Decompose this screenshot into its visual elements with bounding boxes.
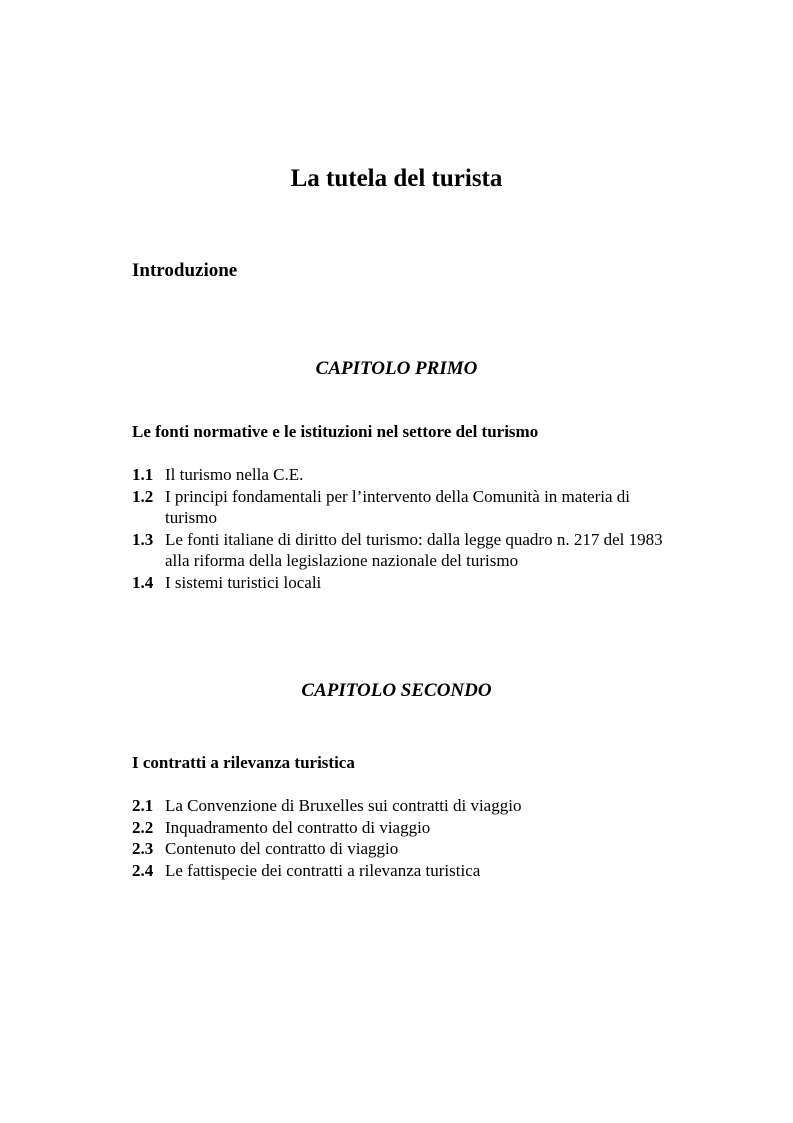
introduction-heading: Introduzione <box>132 260 238 281</box>
chapter-one-toc-list <box>132 464 672 594</box>
toc-item-number: 1.3 <box>132 529 154 549</box>
toc-item-number: 1.1 <box>132 465 154 484</box>
toc-item <box>132 572 672 594</box>
chapter-one-heading: CAPITOLO PRIMO <box>315 358 478 379</box>
toc-item <box>132 486 672 529</box>
toc-item-number: 1.2 <box>132 486 154 506</box>
toc-item <box>132 464 672 486</box>
toc-item-text: I principi fondamentali per l’intervento della Comunità in materia di turismo <box>165 486 630 528</box>
chapter-one-section-title: Le fonti normative e le istituzioni nel settore del turismo <box>132 422 539 441</box>
toc-item-text: Inquadramento del contratto di viaggio <box>165 817 431 837</box>
toc-item-text: La Convenzione di Bruxelles sui contratti di viaggio <box>165 796 522 815</box>
toc-item-number: 2.2 <box>132 817 154 837</box>
toc-item-text: Le fattispecie dei contratti a rilevanza turistica <box>165 860 481 880</box>
toc-item-number: 2.1 <box>132 796 154 815</box>
toc-item-number: 2.4 <box>132 860 154 880</box>
toc-item-number: 1.4 <box>132 572 154 592</box>
toc-item-text: Le fonti italiane di diritto del turismo: dalla legge quadro n. 217 del 1983 alla riforma della legislazione nazionale del turismo <box>165 529 663 571</box>
toc-item <box>132 838 672 860</box>
toc-item <box>132 817 672 839</box>
toc-item-number: 2.3 <box>132 839 154 859</box>
toc-item <box>132 529 672 572</box>
chapter-two-toc-list <box>132 795 672 881</box>
document-title: La tutela del turista <box>290 165 503 192</box>
chapter-two-section-title: I contratti a rilevanza turistica <box>132 753 355 772</box>
toc-item-text: Contenuto del contratto di viaggio <box>165 839 399 859</box>
toc-item-text: Il turismo nella C.E. <box>165 465 304 484</box>
toc-item <box>132 795 672 817</box>
chapter-two-heading: CAPITOLO SECONDO <box>301 680 492 701</box>
toc-item-text: I sistemi turistici locali <box>165 572 322 592</box>
toc-item <box>132 860 672 882</box>
